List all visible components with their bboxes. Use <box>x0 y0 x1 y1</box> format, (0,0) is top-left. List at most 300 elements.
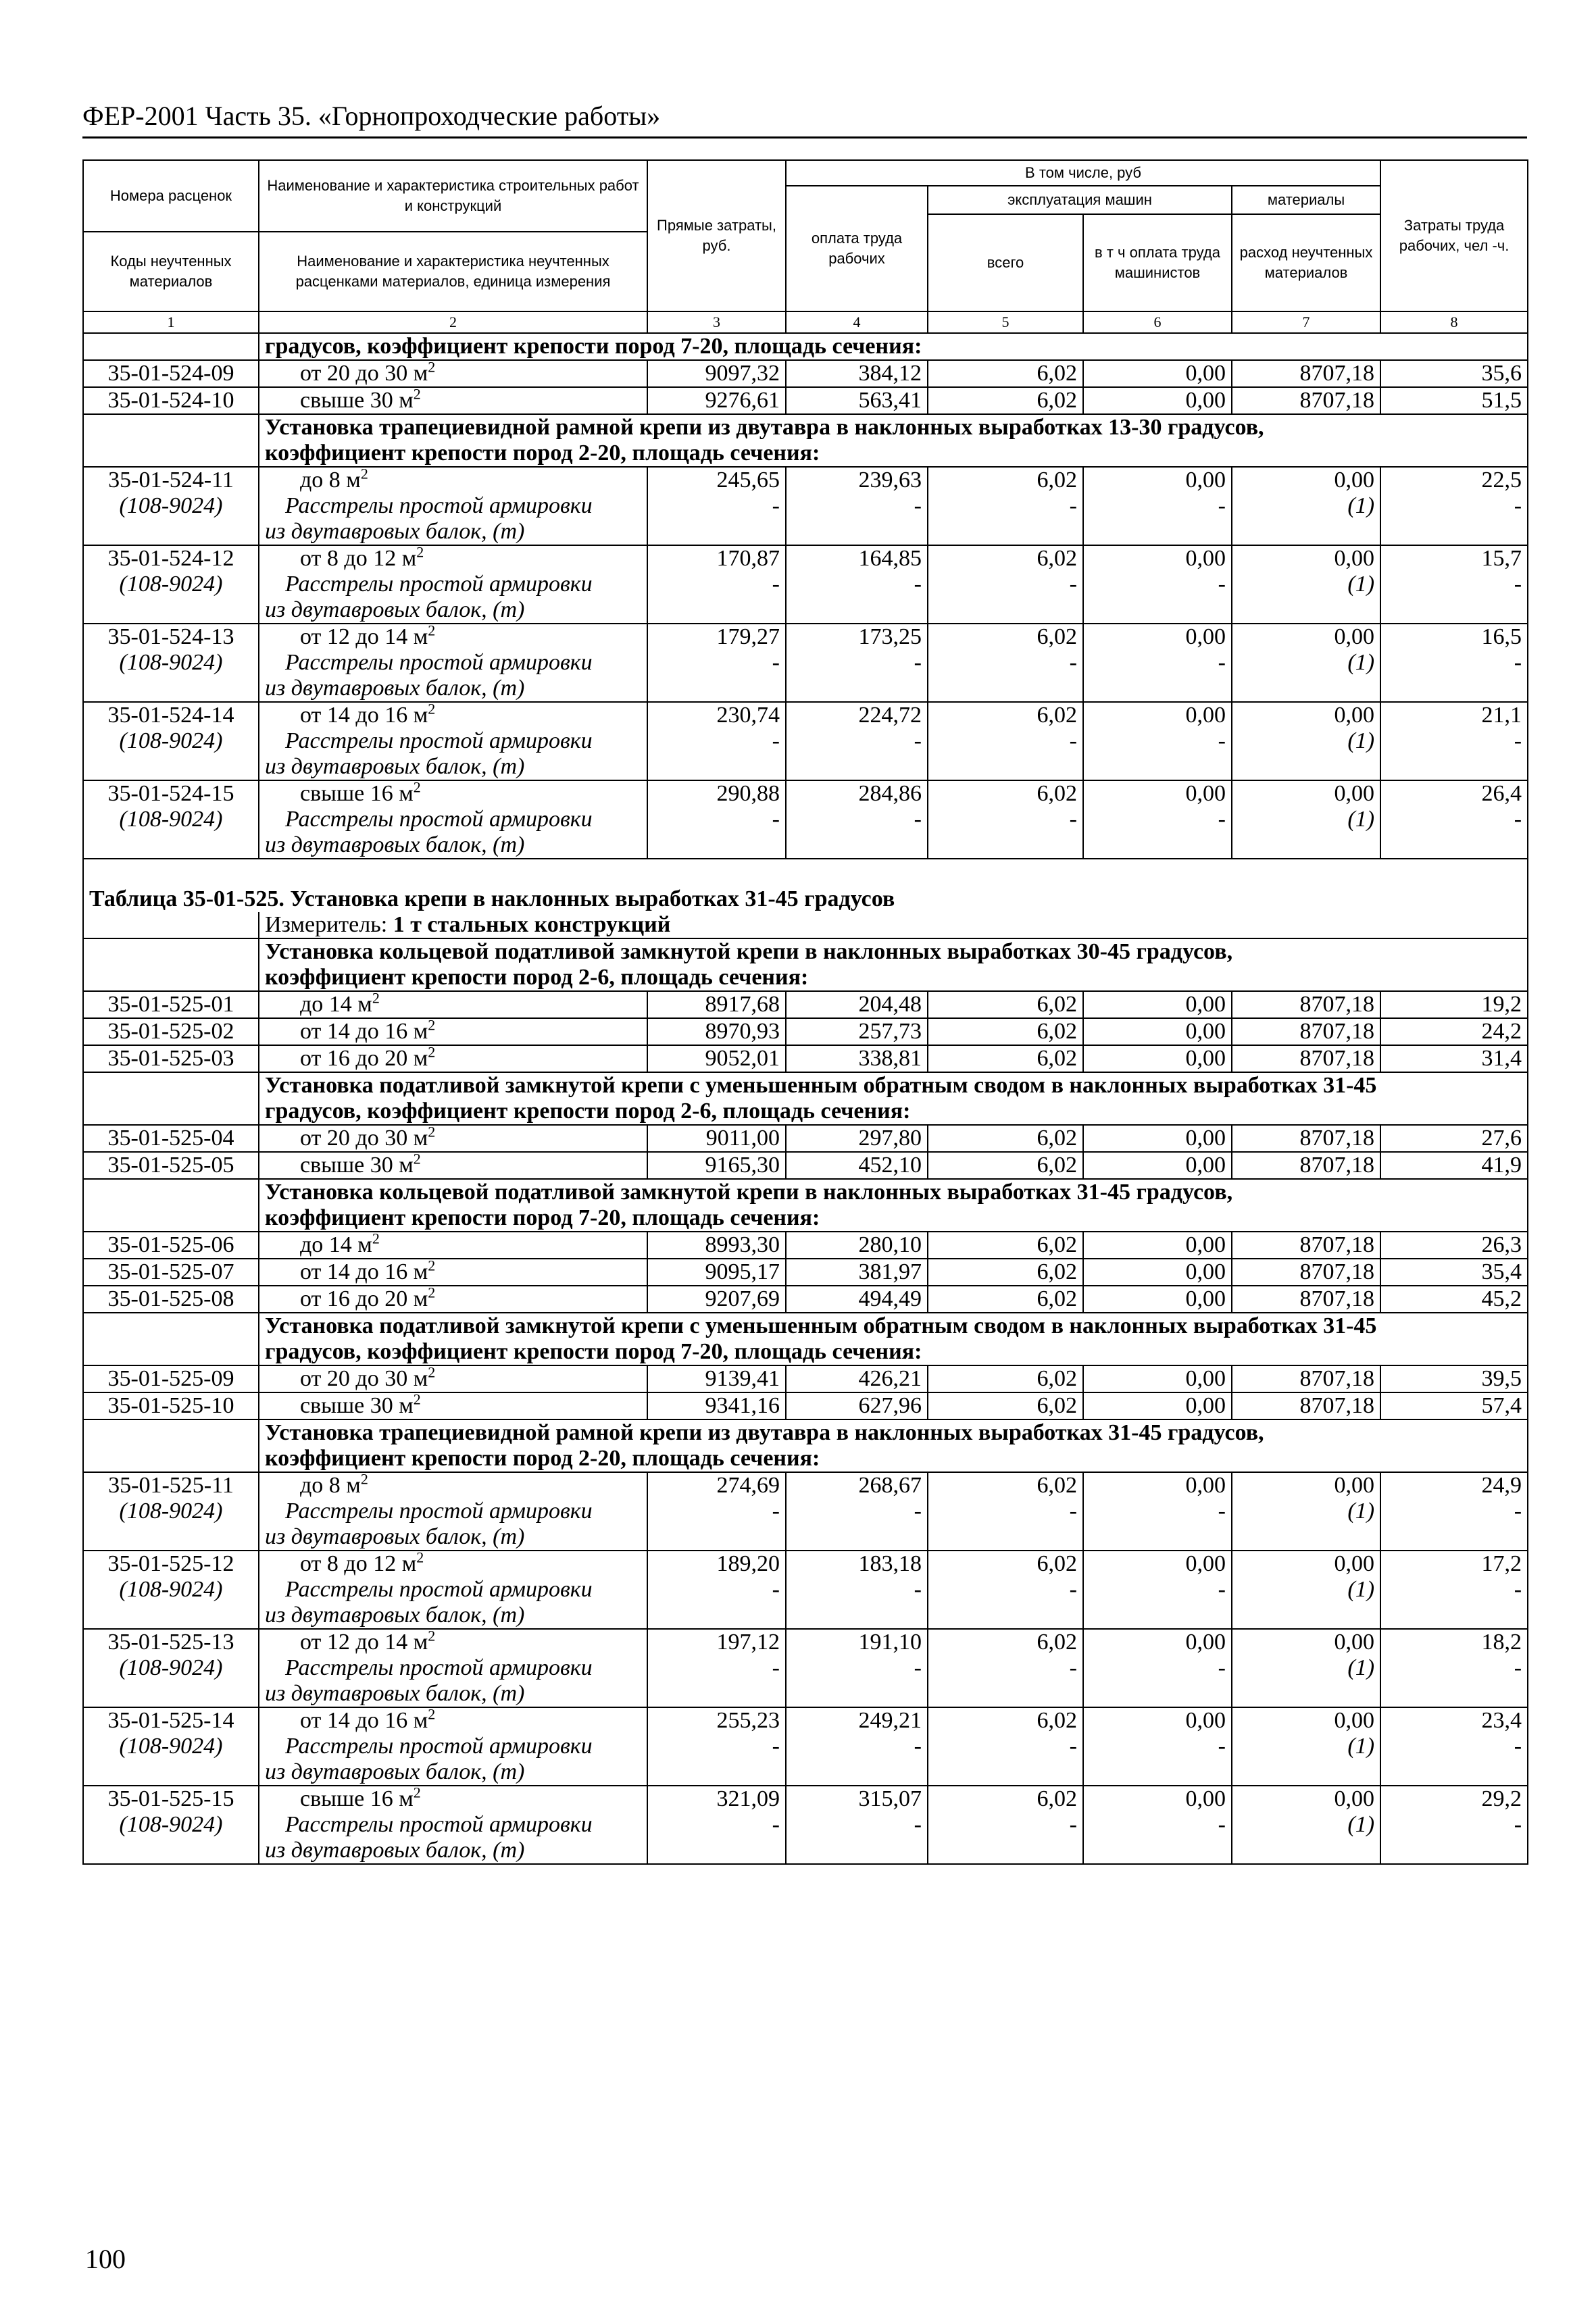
work-name <box>259 1629 647 1655</box>
value-c7: 8707,18 <box>1232 1045 1380 1072</box>
value-c7: 0,00 <box>1232 1707 1380 1734</box>
value-c3: 9095,17 <box>647 1259 786 1286</box>
rate-code: 35-01-524-12 <box>83 545 259 572</box>
value-c3: 245,65 <box>647 467 786 493</box>
empty-dash: - <box>786 493 928 545</box>
superscript-2: 2 <box>428 1016 436 1034</box>
material-name-line: из двутавровых балок, (т) <box>265 1603 525 1628</box>
material-name <box>259 1655 647 1707</box>
col-header-5: всего <box>928 214 1083 311</box>
value-c7: 8707,18 <box>1232 1152 1380 1179</box>
material-name-line: Расстрелы простой армировки <box>285 650 593 675</box>
table-header <box>83 160 1528 333</box>
material-quantity: (1) <box>1232 1655 1380 1707</box>
work-name-text: от 14 до 16 м <box>300 1708 428 1733</box>
empty-dash: - <box>786 728 928 780</box>
section-header-code-cell <box>83 938 259 991</box>
empty-dash: - <box>1083 1655 1232 1707</box>
col-number: 3 <box>647 311 786 333</box>
superscript-2: 2 <box>372 989 380 1007</box>
superscript-2: 2 <box>416 1549 424 1566</box>
value-c4: 164,85 <box>786 545 928 572</box>
value-c5: 6,02 <box>928 1707 1083 1734</box>
value-c3: 8993,30 <box>647 1232 786 1259</box>
empty-dash: - <box>647 493 786 545</box>
section-header-line: Установка трапециевидной рамной крепи из двутавра в наклонных выработках 31-45 градусов, <box>265 1420 1264 1445</box>
section-header-row <box>83 414 1528 467</box>
empty-dash: - <box>1083 572 1232 624</box>
section-header-line: коэффициент крепости пород 2-6, площадь сечения: <box>265 965 809 990</box>
value-c3: 170,87 <box>647 545 786 572</box>
empty-dash: - <box>786 807 928 859</box>
material-row <box>83 493 1528 545</box>
work-name-text: от 8 до 12 м <box>300 1551 417 1576</box>
value-c7: 0,00 <box>1232 702 1380 728</box>
rate-code: 35-01-524-10 <box>83 387 259 414</box>
value-c8: 27,6 <box>1380 1125 1528 1152</box>
table-row <box>83 1551 1528 1577</box>
superscript-2: 2 <box>428 1363 436 1381</box>
superscript-2: 2 <box>413 1390 421 1408</box>
rate-code: 35-01-525-03 <box>83 1045 259 1072</box>
section-header-row <box>83 938 1528 991</box>
empty-dash: - <box>928 1499 1083 1551</box>
superscript-2: 2 <box>413 385 421 403</box>
section-header-line: Установка податливой замкнутой крепи с уменьшенным обратным сводом в наклонных выработках 31-45 <box>265 1313 1377 1338</box>
table-row <box>83 1152 1528 1179</box>
table-row <box>83 1286 1528 1313</box>
empty-dash: - <box>786 650 928 702</box>
material-name-line: из двутавровых балок, (т) <box>265 1524 525 1549</box>
table-row <box>83 360 1528 387</box>
table-row <box>83 1629 1528 1655</box>
empty-dash: - <box>647 1655 786 1707</box>
col-header-1-top: Номера расценок <box>83 160 259 232</box>
superscript-2: 2 <box>428 358 436 376</box>
value-c5: 6,02 <box>928 991 1083 1018</box>
value-c4: 173,25 <box>786 624 928 650</box>
rate-code: 35-01-524-14 <box>83 702 259 728</box>
page-number: 100 <box>85 2244 126 2274</box>
material-code: (108-9024) <box>83 1655 259 1707</box>
value-c7: 8707,18 <box>1232 1125 1380 1152</box>
table-row <box>83 1045 1528 1072</box>
table-row <box>83 545 1528 572</box>
work-name <box>259 1786 647 1812</box>
value-c7: 8707,18 <box>1232 1018 1380 1045</box>
value-c6: 0,00 <box>1083 1365 1232 1392</box>
value-c5: 6,02 <box>928 1045 1083 1072</box>
value-c5: 6,02 <box>928 1259 1083 1286</box>
value-c8: 24,2 <box>1380 1018 1528 1045</box>
empty-dash: - <box>1380 493 1528 545</box>
value-c7: 0,00 <box>1232 1551 1380 1577</box>
material-name-line: Расстрелы простой армировки <box>285 728 593 753</box>
material-row <box>83 572 1528 624</box>
material-quantity: (1) <box>1232 1734 1380 1786</box>
empty-dash: - <box>928 1734 1083 1786</box>
value-c3: 179,27 <box>647 624 786 650</box>
material-name-line: Расстрелы простой армировки <box>285 1499 593 1524</box>
work-name <box>259 780 647 807</box>
value-c7: 8707,18 <box>1232 991 1380 1018</box>
section-header-row <box>83 1419 1528 1472</box>
value-c3: 9276,61 <box>647 387 786 414</box>
header-rule <box>82 136 1527 139</box>
section-header-row <box>83 333 1528 360</box>
value-c8: 15,7 <box>1380 545 1528 572</box>
value-c3: 9207,69 <box>647 1286 786 1313</box>
section-header-code-cell <box>83 1072 259 1125</box>
value-c8: 23,4 <box>1380 1707 1528 1734</box>
value-c4: 338,81 <box>786 1045 928 1072</box>
measure-spacer <box>83 912 259 938</box>
material-quantity: (1) <box>1232 728 1380 780</box>
empty-dash: - <box>928 572 1083 624</box>
work-name <box>259 1707 647 1734</box>
section-header-line: Установка кольцевой податливой замкнутой крепи в наклонных выработках 30-45 градусов, <box>265 939 1233 964</box>
material-code: (108-9024) <box>83 1577 259 1629</box>
rate-code: 35-01-525-05 <box>83 1152 259 1179</box>
value-c4: 381,97 <box>786 1259 928 1286</box>
material-row <box>83 728 1528 780</box>
material-name <box>259 1499 647 1551</box>
col-number: 2 <box>259 311 647 333</box>
table-row <box>83 1472 1528 1499</box>
table-title-row <box>83 859 1528 912</box>
value-c6: 0,00 <box>1083 991 1232 1018</box>
work-name-text: от 14 до 16 м <box>300 703 428 728</box>
section-header-row <box>83 1179 1528 1232</box>
work-name <box>259 1045 647 1072</box>
value-c5: 6,02 <box>928 360 1083 387</box>
material-code: (108-9024) <box>83 728 259 780</box>
value-c8: 22,5 <box>1380 467 1528 493</box>
value-c8: 39,5 <box>1380 1365 1528 1392</box>
value-c3: 230,74 <box>647 702 786 728</box>
section-header <box>259 938 1528 991</box>
section-header <box>259 1072 1528 1125</box>
value-c8: 35,4 <box>1380 1259 1528 1286</box>
work-name-text: до 8 м <box>300 1473 361 1498</box>
material-row <box>83 650 1528 702</box>
superscript-2: 2 <box>413 778 421 796</box>
material-name-line: из двутавровых балок, (т) <box>265 519 525 544</box>
value-c4: 384,12 <box>786 360 928 387</box>
section-header-line: градусов, коэффициент крепости пород 7-20, площадь сечения: <box>265 1339 922 1364</box>
empty-dash: - <box>1380 1734 1528 1786</box>
empty-dash: - <box>928 1812 1083 1864</box>
column-numbers-row <box>83 311 1528 333</box>
value-c4: 268,67 <box>786 1472 928 1499</box>
table-row <box>83 702 1528 728</box>
table-row <box>83 387 1528 414</box>
superscript-2: 2 <box>413 1150 421 1167</box>
value-c5: 6,02 <box>928 1365 1083 1392</box>
empty-dash: - <box>647 1499 786 1551</box>
value-c5: 6,02 <box>928 1152 1083 1179</box>
material-code: (108-9024) <box>83 1499 259 1551</box>
table-row <box>83 624 1528 650</box>
superscript-2: 2 <box>428 1123 436 1140</box>
section-header <box>259 414 1528 467</box>
rate-code: 35-01-525-07 <box>83 1259 259 1286</box>
page-header: ФЕР-2001 Часть 35. «Горнопроходческие работы» <box>82 101 661 131</box>
material-name <box>259 650 647 702</box>
value-c6: 0,00 <box>1083 1259 1232 1286</box>
measure-row <box>83 912 1528 938</box>
value-c5: 6,02 <box>928 1551 1083 1577</box>
col-number: 8 <box>1380 311 1528 333</box>
value-c6: 0,00 <box>1083 624 1232 650</box>
work-name <box>259 467 647 493</box>
section-header-line: коэффициент крепости пород 7-20, площадь сечения: <box>265 1205 820 1230</box>
value-c5: 6,02 <box>928 545 1083 572</box>
work-name-text: до 14 м <box>300 992 372 1017</box>
work-name-text: свыше 30 м <box>300 388 414 413</box>
empty-dash: - <box>928 1655 1083 1707</box>
material-name <box>259 807 647 859</box>
section-header-line: коэффициент крепости пород 2-20, площадь сечения: <box>265 441 820 466</box>
material-code: (108-9024) <box>83 1812 259 1864</box>
empty-dash: - <box>1380 572 1528 624</box>
value-c6: 0,00 <box>1083 545 1232 572</box>
work-name-text: до 14 м <box>300 1232 372 1257</box>
empty-dash: - <box>1380 1812 1528 1864</box>
material-code: (108-9024) <box>83 650 259 702</box>
value-c6: 0,00 <box>1083 1232 1232 1259</box>
col-number: 7 <box>1232 311 1380 333</box>
value-c6: 0,00 <box>1083 360 1232 387</box>
material-name-line: из двутавровых балок, (т) <box>265 676 525 701</box>
work-name-text: до 8 м <box>300 468 361 493</box>
superscript-2: 2 <box>428 1705 436 1723</box>
value-c6: 0,00 <box>1083 1472 1232 1499</box>
material-name-line: из двутавровых балок, (т) <box>265 1838 525 1863</box>
value-c5: 6,02 <box>928 1286 1083 1313</box>
empty-dash: - <box>928 650 1083 702</box>
work-name-text: от 12 до 14 м <box>300 624 428 649</box>
value-c5: 6,02 <box>928 387 1083 414</box>
material-name <box>259 572 647 624</box>
material-name-line: из двутавровых балок, (т) <box>265 1759 525 1784</box>
work-name-text: от 20 до 30 м <box>300 1366 428 1391</box>
rate-code: 35-01-525-12 <box>83 1551 259 1577</box>
value-c5: 6,02 <box>928 624 1083 650</box>
value-c5: 6,02 <box>928 467 1083 493</box>
section-header-code-cell <box>83 414 259 467</box>
col-number: 5 <box>928 311 1083 333</box>
work-name <box>259 1018 647 1045</box>
value-c8: 51,5 <box>1380 387 1528 414</box>
work-name-text: свыше 16 м <box>300 1786 414 1811</box>
table-row <box>83 991 1528 1018</box>
value-c8: 16,5 <box>1380 624 1528 650</box>
material-name <box>259 493 647 545</box>
table-title: Таблица 35-01-525. Установка крепи в наклонных выработках 31-45 градусов <box>83 859 1528 912</box>
value-c4: 224,72 <box>786 702 928 728</box>
rate-code: 35-01-525-13 <box>83 1629 259 1655</box>
value-c3: 9097,32 <box>647 360 786 387</box>
value-c6: 0,00 <box>1083 1045 1232 1072</box>
value-c4: 239,63 <box>786 467 928 493</box>
col-header-4: оплата труда рабочих <box>786 186 928 311</box>
col-group-header: В том числе, руб <box>786 160 1380 186</box>
material-row <box>83 1577 1528 1629</box>
value-c8: 31,4 <box>1380 1045 1528 1072</box>
material-row <box>83 1734 1528 1786</box>
work-name <box>259 1551 647 1577</box>
material-quantity: (1) <box>1232 572 1380 624</box>
measure <box>259 912 1528 938</box>
table-row <box>83 1392 1528 1419</box>
work-name-text: от 14 до 16 м <box>300 1019 428 1044</box>
empty-dash: - <box>928 493 1083 545</box>
work-name-text: от 20 до 30 м <box>300 361 428 386</box>
value-c8: 18,2 <box>1380 1629 1528 1655</box>
section-header <box>259 1179 1528 1232</box>
value-c7: 0,00 <box>1232 780 1380 807</box>
superscript-2: 2 <box>416 543 424 561</box>
material-name <box>259 1734 647 1786</box>
value-c6: 0,00 <box>1083 1152 1232 1179</box>
table-row <box>83 1707 1528 1734</box>
work-name-text: от 8 до 12 м <box>300 546 417 571</box>
value-c6: 0,00 <box>1083 702 1232 728</box>
value-c4: 183,18 <box>786 1551 928 1577</box>
value-c3: 9052,01 <box>647 1045 786 1072</box>
value-c8: 41,9 <box>1380 1152 1528 1179</box>
empty-dash: - <box>1083 728 1232 780</box>
material-name-line: из двутавровых балок, (т) <box>265 1681 525 1706</box>
empty-dash: - <box>1083 1499 1232 1551</box>
section-header-code-cell <box>83 333 259 360</box>
value-c3: 9341,16 <box>647 1392 786 1419</box>
rate-code: 35-01-525-04 <box>83 1125 259 1152</box>
empty-dash: - <box>1083 807 1232 859</box>
value-c5: 6,02 <box>928 702 1083 728</box>
material-quantity: (1) <box>1232 493 1380 545</box>
table-row <box>83 1259 1528 1286</box>
value-c4: 627,96 <box>786 1392 928 1419</box>
value-c3: 9011,00 <box>647 1125 786 1152</box>
empty-dash: - <box>1083 650 1232 702</box>
table-row <box>83 1786 1528 1812</box>
work-name <box>259 1472 647 1499</box>
empty-dash: - <box>647 650 786 702</box>
value-c6: 0,00 <box>1083 1125 1232 1152</box>
section-header-line: градусов, коэффициент крепости пород 7-20, площадь сечения: <box>265 334 922 359</box>
material-name-line: Расстрелы простой армировки <box>285 572 593 597</box>
value-c6: 0,00 <box>1083 387 1232 414</box>
price-table <box>82 159 1528 1865</box>
material-name-line: Расстрелы простой армировки <box>285 493 593 518</box>
value-c8: 29,2 <box>1380 1786 1528 1812</box>
value-c3: 189,20 <box>647 1551 786 1577</box>
rate-code: 35-01-525-09 <box>83 1365 259 1392</box>
value-c6: 0,00 <box>1083 1629 1232 1655</box>
value-c7: 0,00 <box>1232 1629 1380 1655</box>
work-name <box>259 1365 647 1392</box>
value-c8: 26,4 <box>1380 780 1528 807</box>
section-header-line: Установка трапециевидной рамной крепи из двутавра в наклонных выработках 13-30 градусов, <box>265 415 1264 440</box>
value-c7: 0,00 <box>1232 1786 1380 1812</box>
empty-dash: - <box>1380 1577 1528 1629</box>
section-header <box>259 1419 1528 1472</box>
value-c6: 0,00 <box>1083 1786 1232 1812</box>
material-code: (108-9024) <box>83 807 259 859</box>
empty-dash: - <box>786 1734 928 1786</box>
material-code: (108-9024) <box>83 1734 259 1786</box>
value-c3: 8917,68 <box>647 991 786 1018</box>
value-c4: 204,48 <box>786 991 928 1018</box>
value-c8: 45,2 <box>1380 1286 1528 1313</box>
material-code: (108-9024) <box>83 572 259 624</box>
value-c6: 0,00 <box>1083 1551 1232 1577</box>
measure-value: 1 т стальных конструкций <box>393 912 671 937</box>
empty-dash: - <box>647 807 786 859</box>
value-c4: 249,21 <box>786 1707 928 1734</box>
work-name <box>259 387 647 414</box>
col-header-6: в т ч оплата труда машинистов <box>1083 214 1232 311</box>
value-c3: 9139,41 <box>647 1365 786 1392</box>
table-body <box>83 333 1528 1864</box>
material-quantity: (1) <box>1232 650 1380 702</box>
value-c4: 280,10 <box>786 1232 928 1259</box>
section-header-code-cell <box>83 1179 259 1232</box>
rate-code: 35-01-524-09 <box>83 360 259 387</box>
rate-code: 35-01-524-15 <box>83 780 259 807</box>
rate-code: 35-01-525-08 <box>83 1286 259 1313</box>
value-c7: 8707,18 <box>1232 1259 1380 1286</box>
section-header-line: градусов, коэффициент крепости пород 2-6, площадь сечения: <box>265 1099 911 1124</box>
value-c4: 315,07 <box>786 1786 928 1812</box>
material-quantity: (1) <box>1232 1812 1380 1864</box>
value-c7: 0,00 <box>1232 545 1380 572</box>
empty-dash: - <box>1380 1655 1528 1707</box>
material-name <box>259 1812 647 1864</box>
value-c7: 0,00 <box>1232 624 1380 650</box>
value-c7: 8707,18 <box>1232 1392 1380 1419</box>
rate-code: 35-01-525-10 <box>83 1392 259 1419</box>
table-row <box>83 467 1528 493</box>
work-name-text: свыше 30 м <box>300 1393 414 1418</box>
value-c6: 0,00 <box>1083 1392 1232 1419</box>
value-c5: 6,02 <box>928 1018 1083 1045</box>
material-quantity: (1) <box>1232 807 1380 859</box>
value-c8: 17,2 <box>1380 1551 1528 1577</box>
material-name-line: Расстрелы простой армировки <box>285 1812 593 1837</box>
table-row <box>83 1125 1528 1152</box>
col-header-8: Затраты труда рабочих, чел -ч. <box>1380 160 1528 311</box>
material-row <box>83 1499 1528 1551</box>
material-name-line: из двутавровых балок, (т) <box>265 597 525 622</box>
material-name-line: Расстрелы простой армировки <box>285 1577 593 1602</box>
rate-code: 35-01-524-11 <box>83 467 259 493</box>
rate-code: 35-01-525-01 <box>83 991 259 1018</box>
empty-dash: - <box>1380 650 1528 702</box>
col-header-2-bottom: Наименование и характеристика неучтенных расценками материалов, единица измерения <box>259 232 647 311</box>
section-header-line: Установка кольцевой податливой замкнутой крепи в наклонных выработках 31-45 градусов, <box>265 1180 1233 1205</box>
empty-dash: - <box>1380 1499 1528 1551</box>
work-name <box>259 1286 647 1313</box>
value-c3: 255,23 <box>647 1707 786 1734</box>
superscript-2: 2 <box>428 700 436 718</box>
material-name-line: из двутавровых балок, (т) <box>265 754 525 779</box>
section-header-code-cell <box>83 1313 259 1365</box>
value-c3: 321,09 <box>647 1786 786 1812</box>
col-group-materials: материалы <box>1232 186 1380 214</box>
